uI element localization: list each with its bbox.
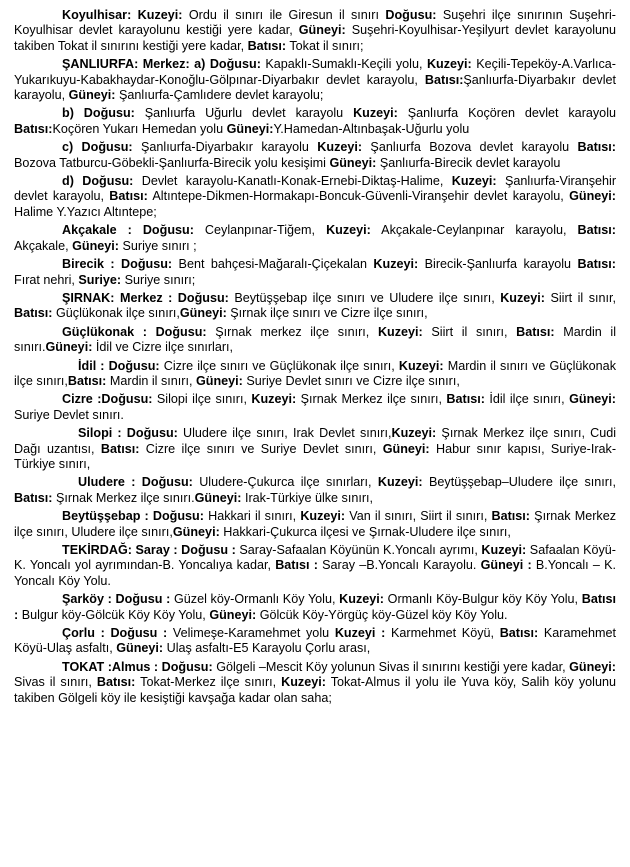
bold-label: Koyulhisar: Kuzeyi:: [62, 8, 183, 22]
text-run: Şırnak Merkez ilçe sınırı, Uludere ilçe sınırı,: [14, 509, 616, 539]
text-run: Birecik-Şanlıurfa karayolu: [418, 257, 578, 272]
bold-label: Akçakale : Doğusu:: [62, 223, 194, 238]
text-run: Şanlıurfa Uğurlu devlet karayolu: [134, 106, 354, 121]
bold-label: Kuzeyi:: [251, 392, 297, 407]
bold-label: Birecik : Doğusu:: [62, 257, 173, 272]
text-run: Y.Hamedan-Altınbaşak-Uğurlu yolu: [273, 121, 470, 136]
bold-label: Güneyi:: [179, 306, 227, 321]
text-run: Şanlıurfa-Diyarbakır devlet karayolu,: [14, 72, 616, 103]
text-run: Kapaklı-Sumaklı-Keçili yolu,: [260, 57, 427, 72]
bold-label: TEKİRDAĞ: Saray : Doğusu :: [62, 543, 236, 557]
text-run: Tokat il sınırı;: [286, 38, 364, 53]
bold-label: TOKAT :Almus : Doğusu:: [62, 659, 213, 674]
bold-label: Batısı:: [446, 392, 485, 407]
bold-label: Güçlükonak : Doğusu:: [62, 324, 207, 339]
paragraph-birecik: [14, 257, 616, 288]
text-run: Suriye sınırı ;: [119, 238, 197, 253]
bold-label: Batısı :: [275, 558, 318, 573]
text-run: Şırnak Merkez ilçe sınırı,: [296, 392, 447, 407]
text-run: Şanlıurfa-Birecik devlet karayolu: [376, 155, 561, 170]
text-run: Mardin il sınırı ve Güçlükonak ilçe sınırı,: [14, 358, 616, 388]
bold-label: Güneyi:: [45, 340, 93, 355]
bold-label: b) Doğusu:: [62, 106, 135, 121]
text-run: Halime Y.Yazıcı Altıntepe;: [14, 204, 157, 219]
bold-label: Batısı:: [491, 509, 531, 524]
text-run: Ceylanpınar-Tiğem,: [193, 223, 327, 238]
text-run: Ulaş asfaltı-E5 Karayolu Çorlu arası,: [163, 641, 371, 656]
text-run: Hakkari il sınırı,: [203, 509, 301, 524]
text-run: Sivas il sınırı,: [14, 675, 97, 690]
text-run: Güçlükonak ilçe sınırı,: [52, 306, 180, 321]
text-run: Suşehri-Koyulhisar-Yeşilyurt devlet karayolunu takiben Tokat il sınırını kestiği yere kadar,: [14, 23, 617, 53]
bold-label: Güneyi:: [298, 23, 346, 38]
paragraph-tekirdag-saray: [14, 543, 616, 589]
paragraph-cizre: [14, 392, 616, 423]
bold-label: Doğusu:: [385, 8, 437, 22]
text-run: Gölcük Köy-Yörgüç köy-Güzel köy Köy Yolu.: [256, 607, 508, 622]
text-run: Şırnak Merkez ilçe sınırı.: [52, 490, 195, 505]
bold-label: Kuzeyi:: [281, 675, 326, 690]
text-run: Ormanlı Köy-Bulgur köy Köy Yolu,: [383, 592, 582, 607]
text-run: Tokat-Merkez ilçe sınırı,: [135, 675, 282, 690]
bold-label: Kuzeyi:: [426, 57, 472, 72]
text-run: Şanlıurfa-Diyarbakır karayolu: [132, 140, 318, 155]
bold-label: Batısı:: [96, 675, 136, 690]
bold-label: Batısı:: [247, 38, 287, 53]
paragraph-beytussebap: [14, 509, 616, 540]
paragraph-sarkoy: [14, 592, 616, 623]
bold-label: Kuzeyi:: [353, 106, 398, 121]
text-run: Cizre ilçe sınırı ve Suriye Devlet sınırı,: [139, 441, 383, 456]
bold-label: ŞIRNAK: Merkez : Doğusu:: [62, 290, 229, 305]
text-run: Van il sınırı, Siirt il sınırı,: [345, 509, 492, 524]
paragraph-uludere: [14, 475, 616, 506]
paragraph-tokat-almus: [14, 660, 616, 706]
text-run: Siirt il sınır,: [544, 290, 616, 305]
text-run: Şanlıurfa-Çamlıdere devlet karayolu;: [115, 88, 324, 103]
bold-label: Çorlu : Doğusu :: [62, 626, 168, 641]
bold-label: Güneyi:: [226, 121, 274, 136]
text-run: Keçili-Tepeköy-A.Varlıca-Yukarıkuyu-Kabakhaydar-Konoğlu-Gölpınar-Diyarbakır devlet karayolu,: [14, 57, 616, 87]
text-run: Beytüşşebap–Uludere ilçe sınırı,: [422, 475, 616, 490]
paragraph-idil: [14, 359, 616, 390]
text-run: Şırnak merkez ilçe sınırı,: [206, 324, 378, 339]
text-run: Karmehmet Köyü,: [385, 626, 500, 641]
bold-label: Batısı:: [516, 324, 555, 339]
paragraph-silopi: [14, 426, 616, 472]
bold-label: Batısı:: [14, 490, 53, 505]
text-run: Irak-Türkiye ülke sınırı,: [241, 490, 374, 505]
text-run: Karamehmet Köyü-Ulaş asfaltı,: [14, 626, 616, 656]
text-run: Hakkari-Çukurca ilçesi ve Şırnak-Uludere ilçe sınırı,: [219, 524, 511, 539]
text-run: Bozova Tatburcu-Göbekli-Şanlıurfa-Birecik yolu kesişimi: [14, 155, 330, 170]
bold-label: Güneyi:: [569, 189, 616, 204]
bold-label: Kuzeyi:: [326, 223, 371, 238]
paragraph-koyulhisar: [14, 8, 616, 54]
bold-label: Kuzeyi:: [481, 543, 527, 557]
bold-label: Şarköy : Doğusu :: [62, 592, 171, 607]
paragraph-sanliurfa-d: [14, 174, 616, 220]
text-run: İdil ve Cizre ilçe sınırları,: [92, 340, 234, 355]
text-run: Şırnak ilçe sınırı ve Cizre ilçe sınırı,: [226, 306, 428, 321]
bold-label: ŞANLIURFA: Merkez: a) Doğusu:: [62, 57, 261, 72]
text-run: Safaalan Köyü- K. Yoncalı yol ayrımından-B. Yoncalıya kadar,: [14, 543, 616, 573]
paragraph-sirnak: [14, 291, 616, 322]
bold-label: Güneyi:: [382, 441, 430, 456]
bold-label: Suriye:: [78, 272, 122, 287]
bold-label: Batısı:: [499, 626, 539, 641]
text-run: Saray –B.Yoncalı Karayolu.: [317, 558, 481, 573]
bold-label: Kuzeyi:: [451, 174, 497, 189]
text-run: Şanlıurfa-Viranşehir devlet karayolu,: [14, 174, 617, 204]
paragraph-guclukonak: [14, 325, 616, 356]
bold-label: Güneyi:: [329, 155, 377, 170]
text-run: Mardin il sınırı,: [106, 373, 196, 388]
text-run: Suriye Devlet sınırı.: [14, 407, 124, 422]
text-run: Devlet karayolu-Kanatlı-Konak-Ernebi-Diktaş-Halime,: [133, 174, 452, 189]
text-run: Suriye sınırı;: [121, 272, 196, 287]
bold-label: Cizre :Doğusu:: [62, 392, 153, 407]
paragraph-sanliurfa-c: [14, 140, 616, 171]
bold-label: Güneyi:: [68, 88, 116, 103]
bold-label: Uludere : Doğusu:: [78, 475, 193, 490]
text-run: Fırat nehri,: [14, 272, 79, 287]
text-run: Ordu il sınırı ile Giresun il sınırı: [182, 8, 386, 22]
bold-label: Batısı:: [14, 306, 53, 321]
text-run: Şanlıurfa Koçören devlet karayolu: [397, 106, 616, 121]
text-run: Gölgeli –Mescit Köy yolunun Sivas il sınırını kestiği yere kadar,: [212, 659, 570, 674]
text-run: Tokat-Almus il yolu ile Yuva köy, Salih köy yolunu takiben Gölgeli köy ile kesiştiği kavşağa kadar olan saha;: [14, 675, 616, 705]
bold-label: Batısı:: [67, 373, 107, 388]
bold-label: Batısı:: [14, 121, 53, 136]
bold-label: d) Doğusu:: [62, 174, 134, 189]
text-run: B.Yoncalı – K. Yoncalı Köy Yolu.: [14, 558, 616, 588]
bold-label: Kuzeyi:: [391, 426, 437, 441]
bold-label: Güneyi :: [480, 558, 532, 573]
bold-label: Kuzeyi:: [398, 358, 444, 373]
text-run: Altıntepe-Dikmen-Hormakapı-Boncuk-Güvenli-Viranşehir devlet karayolu,: [147, 189, 570, 204]
bold-label: İdil : Doğusu:: [78, 358, 160, 373]
bold-label: Kuzeyi:: [317, 140, 363, 155]
text-run: Akçakale-Ceylanpınar karayolu,: [370, 223, 578, 238]
bold-label: Kuzeyi:: [373, 257, 419, 272]
bold-label: Güneyi:: [72, 238, 119, 253]
bold-label: Batısı:: [577, 257, 616, 272]
bold-label: Kuzeyi:: [500, 290, 545, 305]
bold-label: Batısı :: [14, 592, 617, 622]
bold-label: Batısı:: [424, 72, 464, 87]
text-run: Suriye Devlet sınırı ve Cizre ilçe sınırı,: [242, 373, 460, 388]
text-run: Akçakale,: [14, 238, 73, 253]
text-run: Habur sınır kapısı, Suriye-Irak-Türkiye sınırı,: [14, 441, 617, 471]
text-run: Cizre ilçe sınırı ve Güçlükonak ilçe sınırı,: [159, 358, 399, 373]
text-run: Koçören Yukarı Hemedan yolu: [52, 121, 227, 136]
text-run: Mardin il sınırı.: [14, 324, 616, 355]
paragraph-sanliurfa-b: [14, 106, 616, 137]
text-run: Silopi ilçe sınırı,: [152, 392, 252, 407]
text-run: Saray-Safaalan Köyünün K.Yoncalı ayrımı,: [235, 543, 482, 557]
bold-label: Güneyi:: [569, 659, 616, 674]
bold-label: Batısı:: [577, 140, 616, 155]
text-run: Uludere ilçe sınırı, Irak Devlet sınırı,: [177, 426, 392, 441]
text-run: Siirt il sınırı,: [422, 324, 517, 339]
text-run: Uludere-Çukurca ilçe sınırları,: [192, 475, 378, 490]
bold-label: Güneyi:: [172, 524, 220, 539]
bold-label: Güneyi:: [209, 607, 257, 622]
text-run: Güzel köy-Ormanlı Köy Yolu,: [170, 592, 340, 607]
text-run: Şırnak Merkez ilçe sınırı, Cudi Dağı uzantısı,: [14, 426, 617, 456]
bold-label: Silopi : Doğusu:: [78, 426, 178, 441]
text-run: Suşehri ilçe sınırının Suşehri-Koyulhisar devlet karayolunu kestiği yere kadar,: [14, 8, 616, 38]
paragraph-corlu: [14, 626, 616, 657]
bold-label: Beytüşşebap : Doğusu:: [62, 509, 204, 524]
bold-label: Kuzeyi:: [377, 324, 423, 339]
bold-label: Güneyi:: [194, 490, 242, 505]
bold-label: Kuzeyi:: [377, 475, 423, 490]
text-run: Bulgur köy-Gölcük Köy Köy Yolu,: [18, 607, 210, 622]
bold-label: Kuzeyi :: [334, 626, 386, 641]
bold-label: Güneyi:: [116, 641, 164, 656]
text-run: Beytüşşebap ilçe sınırı ve Uludere ilçe sınırı,: [228, 290, 501, 305]
text-run: Şanlıurfa Bozova devlet karayolu: [362, 140, 578, 155]
bold-label: Kuzeyi:: [300, 509, 346, 524]
bold-label: Batısı:: [577, 223, 617, 238]
bold-label: Güneyi:: [569, 392, 616, 407]
bold-label: Kuzeyi:: [339, 592, 384, 607]
bold-label: Güneyi:: [195, 373, 243, 388]
text-run: Velimeşe-Karamehmet yolu: [167, 626, 335, 641]
text-run: İdil ilçe sınırı,: [484, 392, 570, 407]
bold-label: Batısı:: [100, 441, 140, 456]
paragraph-akcakale: [14, 223, 616, 254]
paragraph-sanliurfa-a: [14, 57, 616, 103]
bold-label: c) Doğusu:: [62, 140, 133, 155]
bold-label: Batısı:: [109, 189, 148, 204]
text-run: Bent bahçesi-Mağaralı-Çiçekalan: [172, 257, 374, 272]
